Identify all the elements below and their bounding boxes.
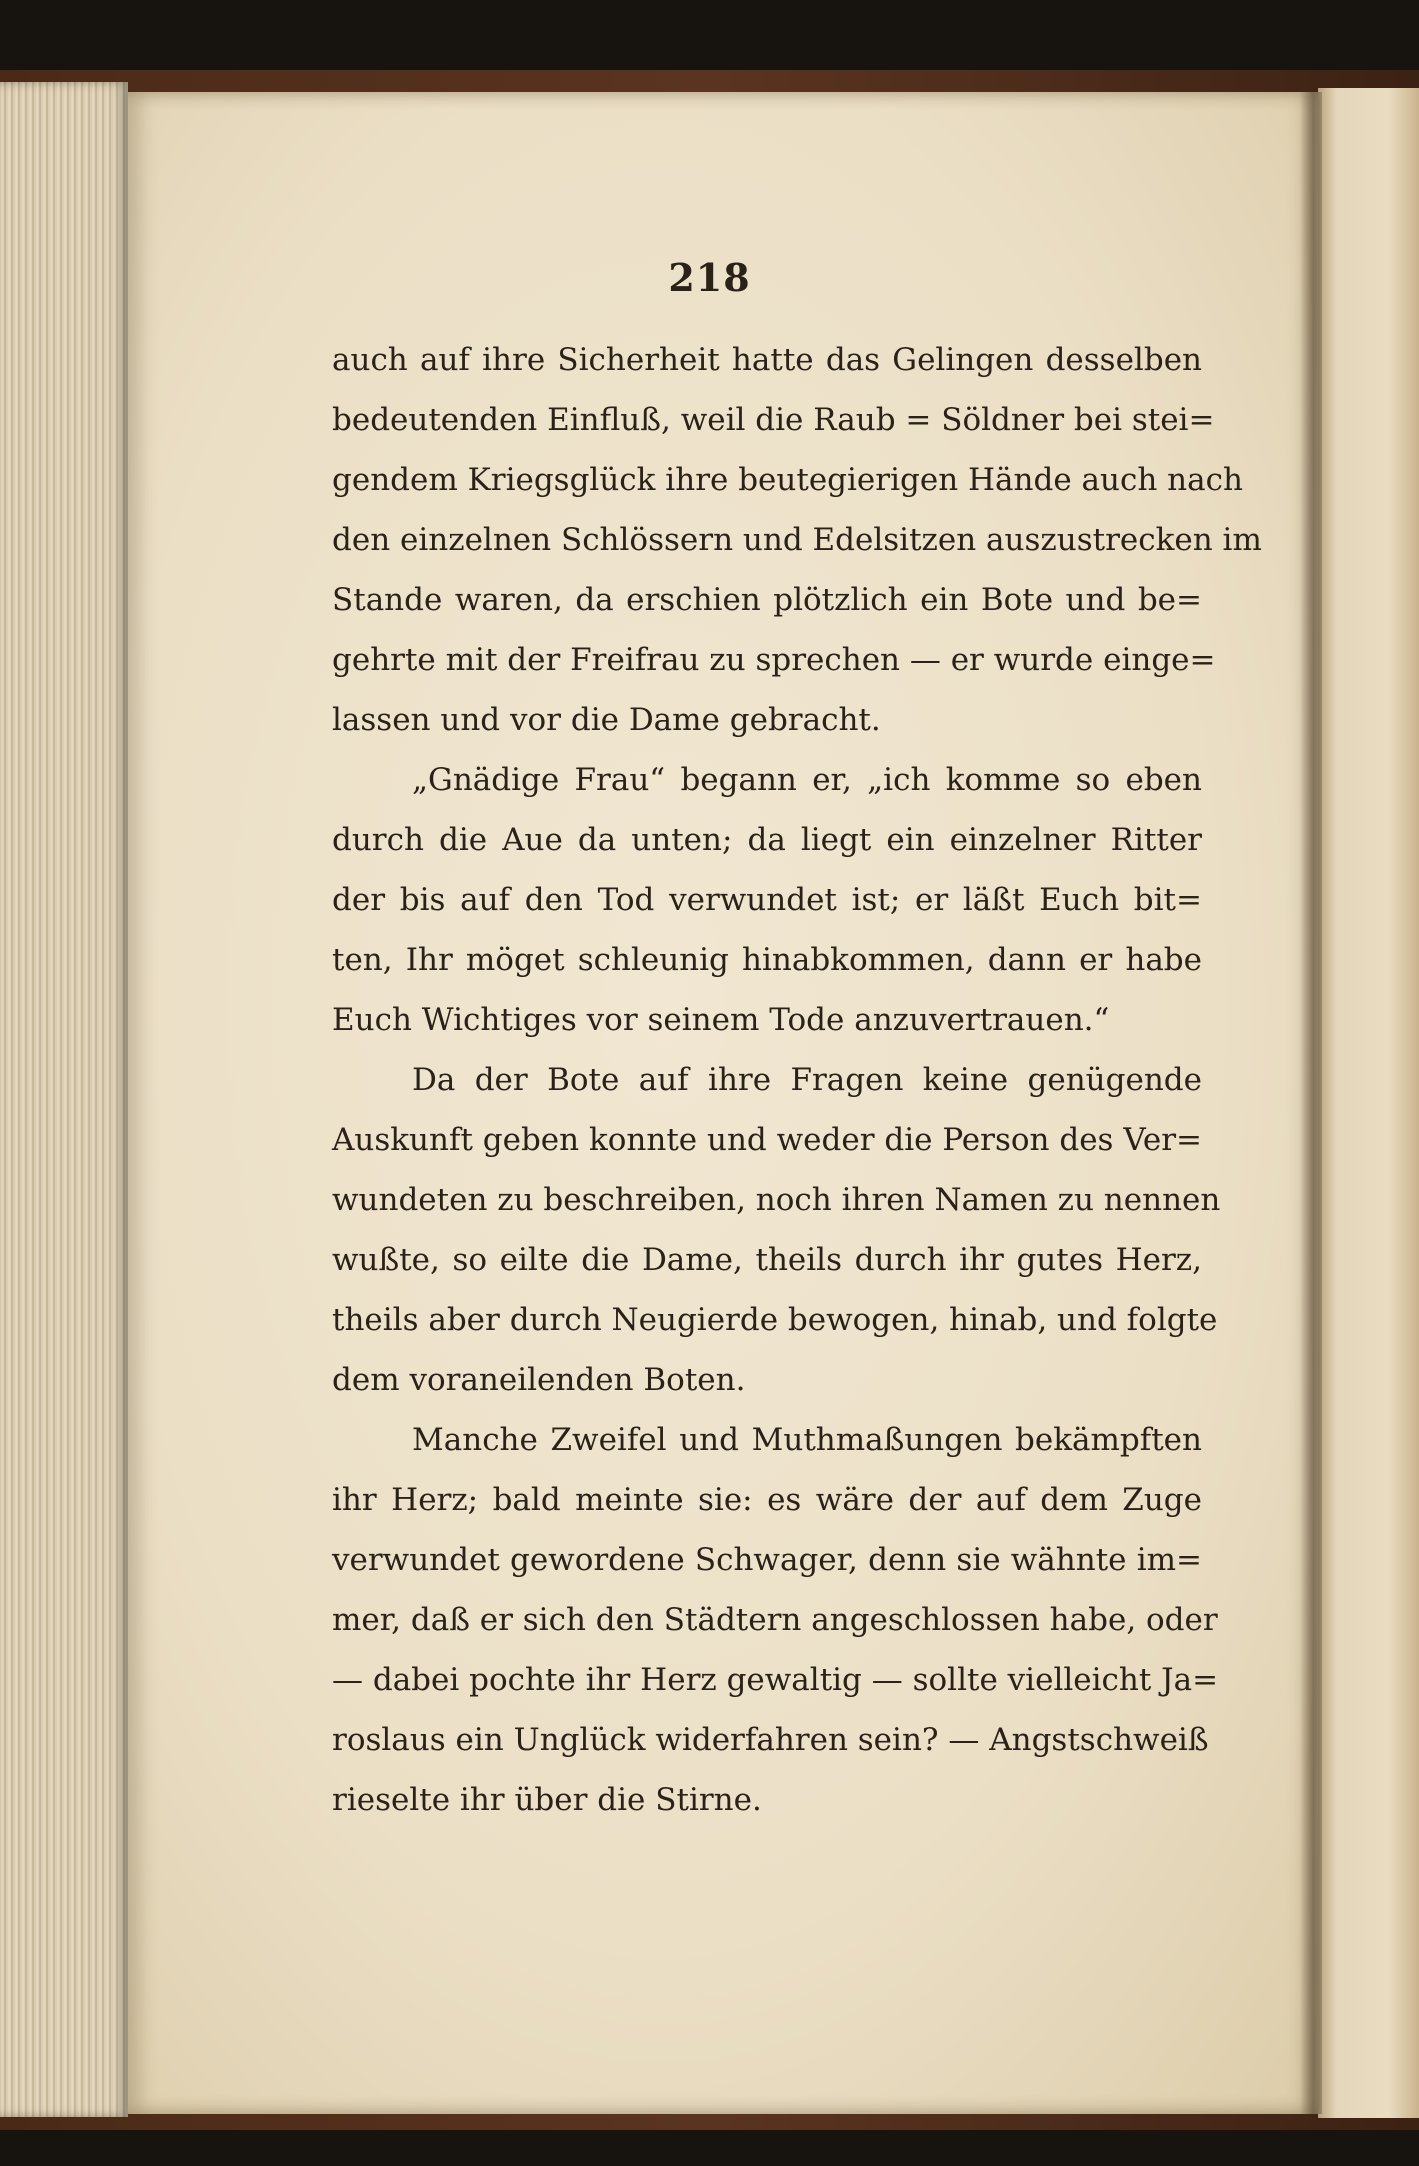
text-line: lassen und vor die Dame gebracht. [332, 702, 881, 738]
text-line: bedeutenden Einfluß, weil die Raub = Söldner bei stei= [332, 402, 1215, 438]
text-line: dem voraneilenden Boten. [332, 1362, 746, 1398]
text-line: den einzelnen Schlössern und Edelsitzen auszustrecken im [332, 522, 1262, 558]
text-line: gehrte mit der Freifrau zu sprechen — er wurde einge= [332, 642, 1216, 678]
text-line: rieselte ihr über die Stirne. [332, 1782, 762, 1818]
text-line: ten, Ihr möget schleunig hinabkommen, dann er habe [332, 942, 1202, 978]
book-gutter [1300, 92, 1322, 2114]
text-line: gendem Kriegsglück ihre beutegierigen Hände auch nach [332, 462, 1243, 498]
text-line: ihr Herz; bald meinte sie: es wäre der auf dem Zuge [332, 1482, 1202, 1518]
page-number: 218 [668, 255, 751, 300]
text-line: roslaus ein Unglück widerfahren sein? — Angstschweiß [332, 1722, 1209, 1758]
text-line: wundeten zu beschreiben, noch ihren Namen zu nennen [332, 1182, 1221, 1218]
text-line: Da der Bote auf ihre Fragen keine genügende [412, 1062, 1202, 1098]
page-edges [0, 82, 128, 2117]
text-line: Auskunft geben konnte und weder die Person des Ver= [332, 1122, 1202, 1158]
text-line: verwundet gewordene Schwager, denn sie wähnte im= [332, 1542, 1202, 1578]
text-line: Stande waren, da erschien plötzlich ein Bote und be= [332, 582, 1202, 618]
text-line: „Gnädige Frau“ begann er, „ich komme so eben [412, 762, 1202, 798]
text-line: Manche Zweifel und Muthmaßungen bekämpften [412, 1422, 1202, 1458]
facing-page-edge [1318, 88, 1419, 2118]
text-line: der bis auf den Tod verwundet ist; er läßt Euch bit= [332, 882, 1202, 918]
body-text [332, 330, 1262, 1830]
text-line: — dabei pochte ihr Herz gewaltig — sollte vielleicht Ja= [332, 1662, 1219, 1698]
text-line: Euch Wichtiges vor seinem Tode anzuvertrauen.“ [332, 1002, 1110, 1038]
text-line: theils aber durch Neugierde bewogen, hinab, und folgte [332, 1302, 1218, 1338]
text-line: durch die Aue da unten; da liegt ein einzelner Ritter [332, 822, 1202, 858]
text-line: mer, daß er sich den Städtern angeschlossen habe, oder [332, 1602, 1218, 1638]
text-line: auch auf ihre Sicherheit hatte das Gelingen desselben [332, 342, 1202, 378]
text-line: wußte, so eilte die Dame, theils durch ihr gutes Herz, [332, 1242, 1202, 1278]
